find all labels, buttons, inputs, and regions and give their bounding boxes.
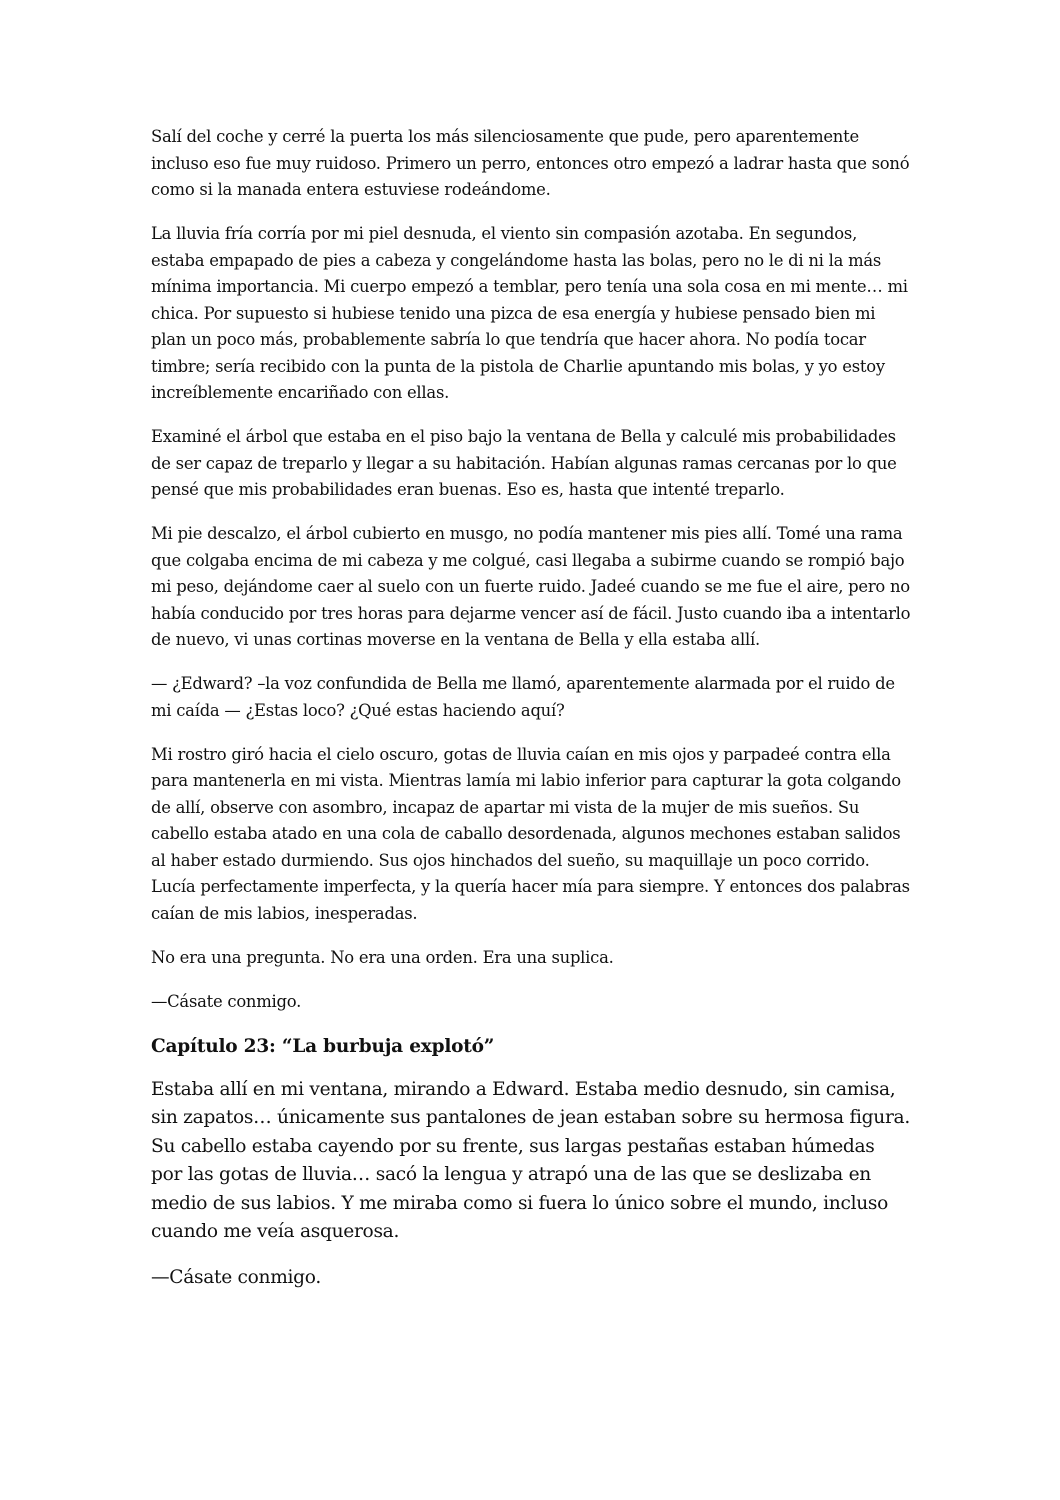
paragraph-climb: Mi pie descalzo, el árbol cubierto en musgo, no podía mantener mis pies allí. Tomé una rama que colgaba encima de mi cabeza y me colgué, casi llegaba a subirme cuando se rompió bajo mi peso, dejándome caer al suelo con un fuerte ruido. Jadeé cuando se me fue el aire, pero no había conducido por tres horas para dejarme vencer así de fácil. Justo cuando iba a intentarlo de nuevo, vi unas cortinas moverse en la ventana de Bella y ella estaba allí. xyxy=(151,524,911,649)
paragraph-dialogue-bella: — ¿Edward? –la voz confundida de Bella me llamó, aparentemente alarmada por el ruido de mi caída — ¿Estas loco? ¿Qué estas haciendo aquí? xyxy=(151,674,895,720)
paragraph-sky: Mi rostro giró hacia el cielo oscuro, gotas de lluvia caían en mis ojos y parpadeé contra ella para mantenerla en mi vista. Mientras lamía mi labio inferior para capturar la gota colgando de allí, observe con asombro, incapaz de apartar mi vista de la mujer de mis sueños. Su cabello estaba atado en una cola de caballo desordenada, algunos mechones estaban salidos al haber estado durmiendo. Sus ojos hinchados del sueño, su maquillaje un poco corrido. Lucía perfectamente imperfecta, y la quería hacer mía para siempre. Y entonces dos palabras caían de mis labios, inesperadas. xyxy=(151,744,910,923)
paragraph-plea: No era una pregunta. No era una orden. Era una suplica. xyxy=(151,947,614,967)
paragraph-car-exit: Salí del coche y cerré la puerta los más silenciosamente que pude, pero aparentemente incluso eso fue muy ruidoso. Primero un perro, entonces otro empezó a ladrar hasta que sonó como si la manada entera estuviese rodeándome. xyxy=(151,127,910,199)
chapter-heading: Capítulo 23: “La burbuja explotó” xyxy=(151,1035,495,1057)
chapter-paragraph-proposal: —Cásate conmigo. xyxy=(151,1266,321,1288)
document-page xyxy=(151,124,911,1309)
paragraph-proposal: —Cásate conmigo. xyxy=(151,991,302,1011)
chapter-paragraph-window: Estaba allí en mi ventana, mirando a Edward. Estaba medio desnudo, sin camisa, sin zapatos… únicamente sus pantalones de jean estaban sobre su hermosa figura. Su cabello estaba cayendo por su frente, sus largas pestañas estaban húmedas por las gotas de lluvia… sacó la lengua y atrapó una de las que se deslizaba en medio de sus labios. Y me miraba como si fuera lo único sobre el mundo, incluso cuando me veía asquerosa. xyxy=(151,1078,910,1242)
paragraph-tree: Examiné el árbol que estaba en el piso bajo la ventana de Bella y calculé mis probabilidades de ser capaz de treparlo y llegar a su habitación. Habían algunas ramas cercanas por lo que pensé que mis probabilidades eran buenas. Eso es, hasta que intenté treparlo. xyxy=(151,427,897,499)
paragraph-rain: La lluvia fría corría por mi piel desnuda, el viento sin compasión azotaba. En segundos, estaba empapado de pies a cabeza y congelándome hasta las bolas, pero no le di ni la más mínima importancia. Mi cuerpo empezó a temblar, pero tenía una sola cosa en mi mente… mi chica. Por supuesto si hubiese tenido una pizca de esa energía y hubiese pensado bien mi plan un poco más, probablemente sabría lo que tendría que hacer ahora. No podía tocar timbre; sería recibido con la punta de la pistola de Charlie apuntando mis bolas, y yo estoy increíblemente encariñado con ellas. xyxy=(151,224,908,402)
